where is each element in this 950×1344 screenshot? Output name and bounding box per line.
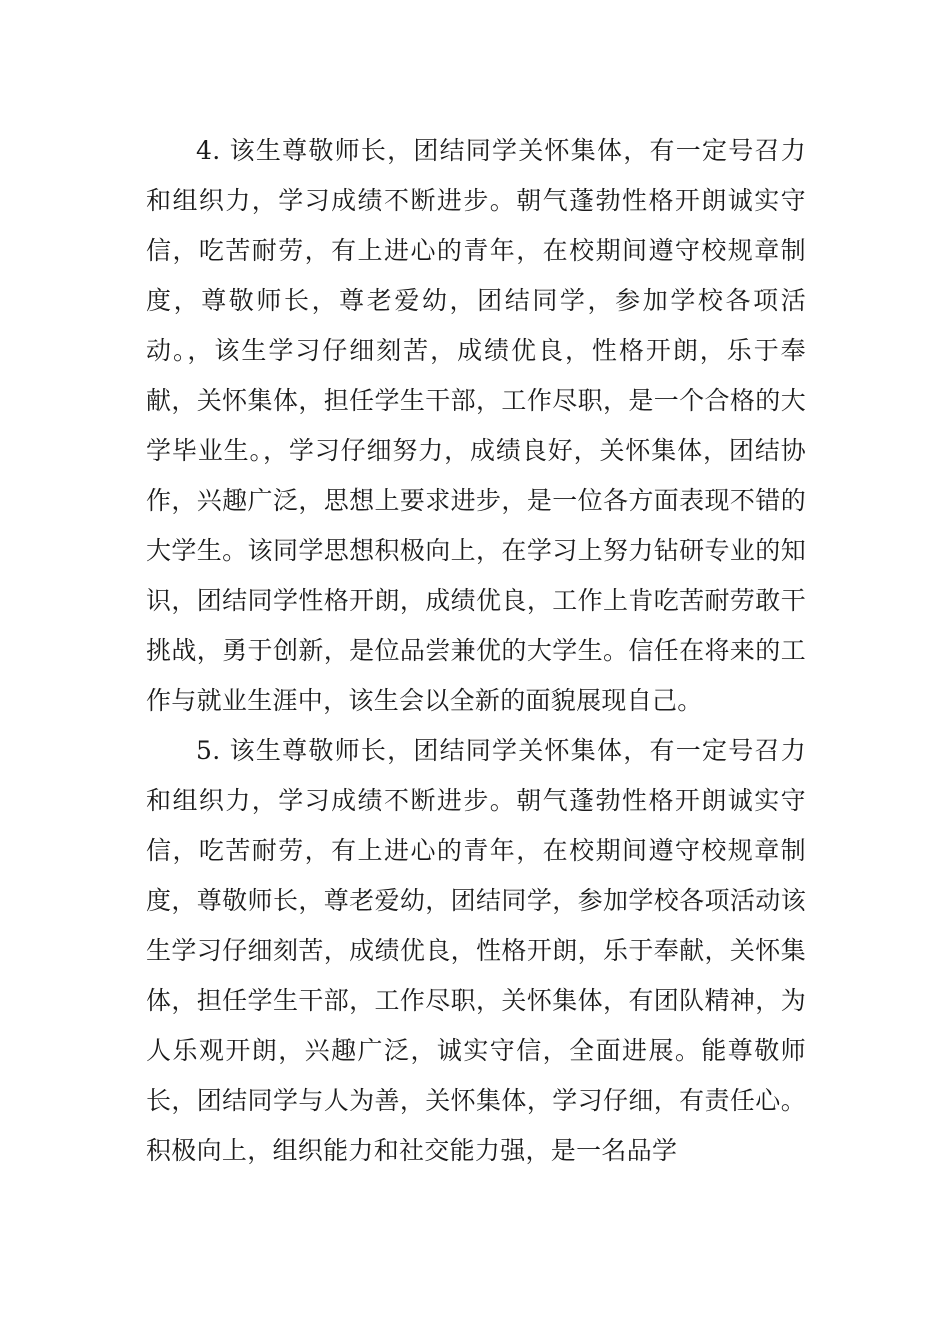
paragraph-4: 4. 该生尊敬师长，团结同学关怀集体，有一定号召力和组织力，学习成绩不断进步。朝气蓬勃性格开朗诚实守信，吃苦耐劳，有上进心的青年，在校期间遵守校规章制度，尊敬师长，尊老爱幼，团结同学，参加学校各项活动。，该生学习仔细刻苦，成绩优良，性格开朗，乐于奉献，关怀集体，担任学生干部，工作尽职，是一个合格的大学毕业生。，学习仔细努力，成绩良好，关怀集体，团结协作，兴趣广泛，思想上要求进步，是一位各方面表现不错的大学生。该同学思想积极向上，在学习上努力钻研专业的知识，团结同学性格开朗，成绩优良，工作上肯吃苦耐劳敢干挑战，勇于创新，是位品尝兼优的大学生。信任在将来的工作与就业生涯中，该生会以全新的面貌展现自己。 (146, 136, 806, 715)
document-body (146, 126, 806, 1176)
paragraph-5: 5. 该生尊敬师长，团结同学关怀集体，有一定号召力和组织力，学习成绩不断进步。朝气蓬勃性格开朗诚实守信，吃苦耐劳，有上进心的青年，在校期间遵守校规章制度，尊敬师长，尊老爱幼，团结同学，参加学校各项活动该生学习仔细刻苦，成绩优良，性格开朗，乐于奉献，关怀集体，担任学生干部，工作尽职，关怀集体，有团队精神，为人乐观开朗，兴趣广泛，诚实守信，全面进展。能尊敬师长，团结同学与人为善，关怀集体，学习仔细，有责任心。积极向上，组织能力和社交能力强，是一名品学 (146, 736, 806, 1165)
